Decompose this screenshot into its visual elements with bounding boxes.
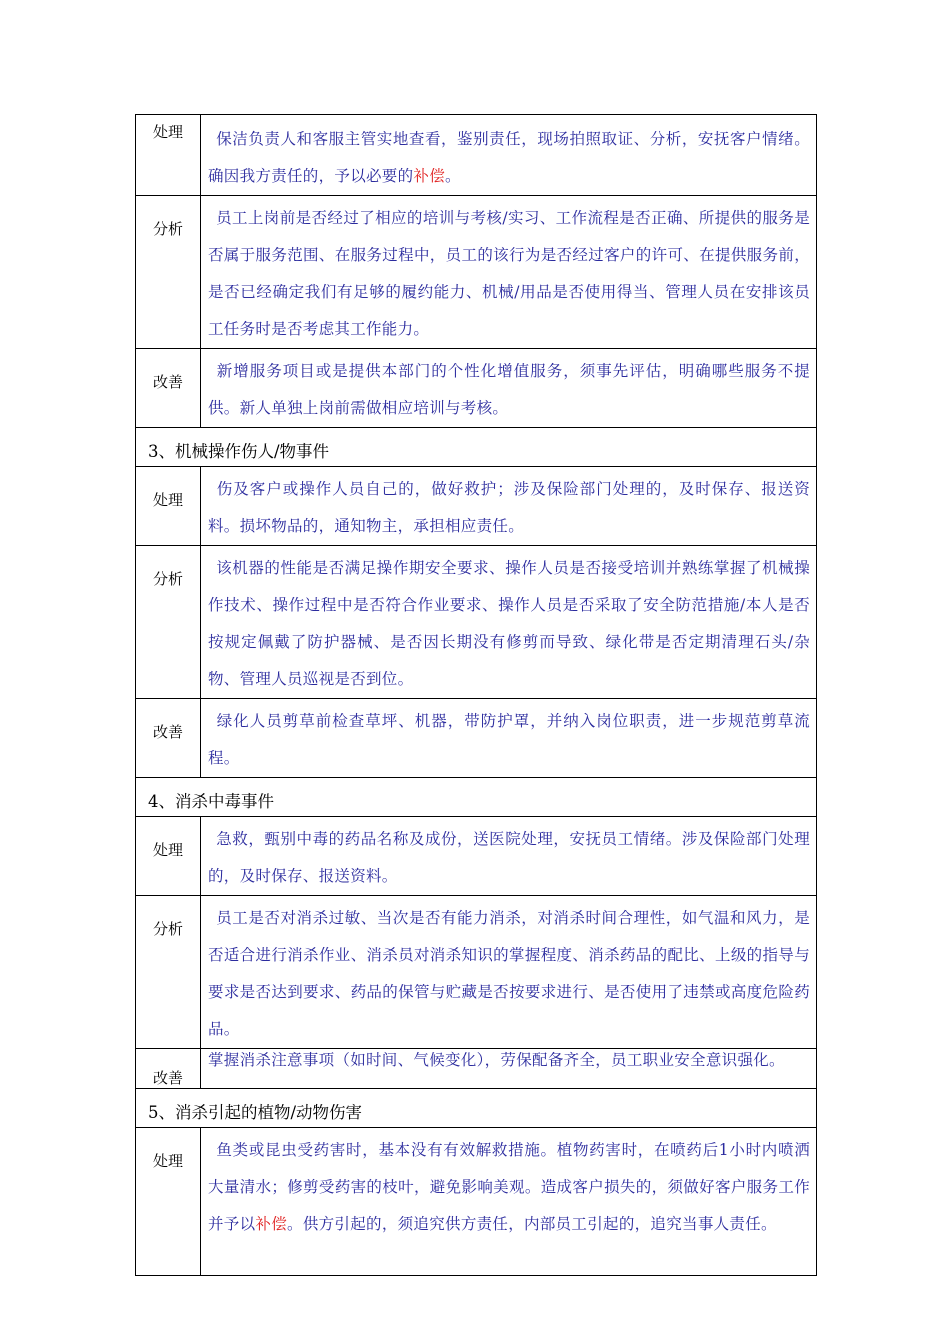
row-label-handle: 处理	[136, 115, 201, 196]
section-heading-row	[136, 778, 817, 817]
row-label-handle: 处理	[136, 467, 201, 546]
section-title: 5、消杀引起的植物/动物伤害	[136, 1089, 817, 1128]
row-content	[201, 699, 817, 778]
row-content	[201, 115, 817, 196]
row-label-analysis: 分析	[136, 546, 201, 699]
row-label-analysis: 分析	[136, 196, 201, 349]
content-text: 保洁负责人和客服主管实地查看，鉴别责任，现场拍照取证、分析，安抚客户情绪。确因我方责任的，予以必要的	[208, 130, 810, 185]
section-title: 3、机械操作伤人/物事件	[136, 428, 817, 467]
section-heading-row	[136, 428, 817, 467]
content-text: 掌握消杀注意事项（如时间、气候变化），劳保配备齐全，员工职业安全意识强化。	[208, 1051, 785, 1069]
table-row	[136, 546, 817, 699]
row-content	[201, 1049, 817, 1089]
row-label-handle: 处理	[136, 1128, 201, 1276]
row-content	[201, 196, 817, 349]
content-text: 员工上岗前是否经过了相应的培训与考核/实习、工作流程是否正确、所提供的服务是否属于服务范围、在服务过程中，员工的该行为是否经过客户的许可、在提供服务前，是否已经确定我们有足够的履约能力、机械/用品是否使用得当、管理人员在安排该员工任务时是否考虑其工作能力。	[208, 209, 810, 338]
row-label-handle: 处理	[136, 817, 201, 896]
table-row	[136, 699, 817, 778]
incident-table	[135, 114, 817, 1276]
table-row	[136, 1128, 817, 1276]
table-row	[136, 896, 817, 1049]
content-text: 该机器的性能是否满足操作期安全要求、操作人员是否接受培训并熟练掌握了机械操作技术、操作过程中是否符合作业要求、操作人员是否采取了安全防范措施/本人是否按规定佩戴了防护器械、是否因长期没有修剪而导致、绿化带是否定期清理石头/杂物、管理人员巡视是否到位。	[208, 559, 810, 688]
row-content	[201, 817, 817, 896]
table-row	[136, 1049, 817, 1089]
content-text: 伤及客户或操作人员自己的，做好救护；涉及保险部门处理的，及时保存、报送资料。损坏物品的，通知物主，承担相应责任。	[208, 480, 810, 535]
content-text: 员工是否对消杀过敏、当次是否有能力消杀，对消杀时间合理性，如气温和风力，是否适合进行消杀作业、消杀员对消杀知识的掌握程度、消杀药品的配比、上级的指导与要求是否达到要求、药品的保管与贮藏是否按要求进行、是否使用了违禁或高度危险药品。	[208, 909, 810, 1038]
row-content	[201, 467, 817, 546]
table-row	[136, 115, 817, 196]
table-row	[136, 349, 817, 428]
row-content	[201, 546, 817, 699]
row-content	[201, 1128, 817, 1276]
document-table-container	[135, 114, 817, 1276]
highlight-text: 补偿	[413, 167, 446, 185]
table-row	[136, 196, 817, 349]
section-heading-row	[136, 1089, 817, 1128]
table-row	[136, 817, 817, 896]
content-text: 新增服务项目或是提供本部门的个性化增值服务，须事先评估，明确哪些服务不提供。新人单独上岗前需做相应培训与考核。	[208, 362, 810, 417]
row-label-analysis: 分析	[136, 896, 201, 1049]
content-text: 绿化人员剪草前检查草坪、机器，带防护罩，并纳入岗位职责，进一步规范剪草流程。	[208, 712, 810, 767]
row-label-improve: 改善	[136, 699, 201, 778]
row-content	[201, 896, 817, 1049]
row-content	[201, 349, 817, 428]
content-text: 。	[445, 167, 461, 185]
section-title: 4、消杀中毒事件	[136, 778, 817, 817]
highlight-text: 补偿	[255, 1215, 288, 1233]
row-label-improve: 改善	[136, 349, 201, 428]
table-row	[136, 467, 817, 546]
content-text: 鱼类或昆虫受药害时，基本没有有效解救措施。植物药害时，在喷药后1小时内喷洒大量清水；修剪受药害的枝叶，避免影响美观。造成客户损失的，须做好客户服务工作并予以	[208, 1141, 810, 1233]
row-label-improve: 改善	[136, 1049, 201, 1089]
content-text: 急救，甄别中毒的药品名称及成份，送医院处理，安抚员工情绪。涉及保险部门处理的，及时保存、报送资料。	[208, 830, 810, 885]
content-text: 。供方引起的，须追究供方责任，内部员工引起的，追究当事人责任。	[287, 1215, 777, 1233]
